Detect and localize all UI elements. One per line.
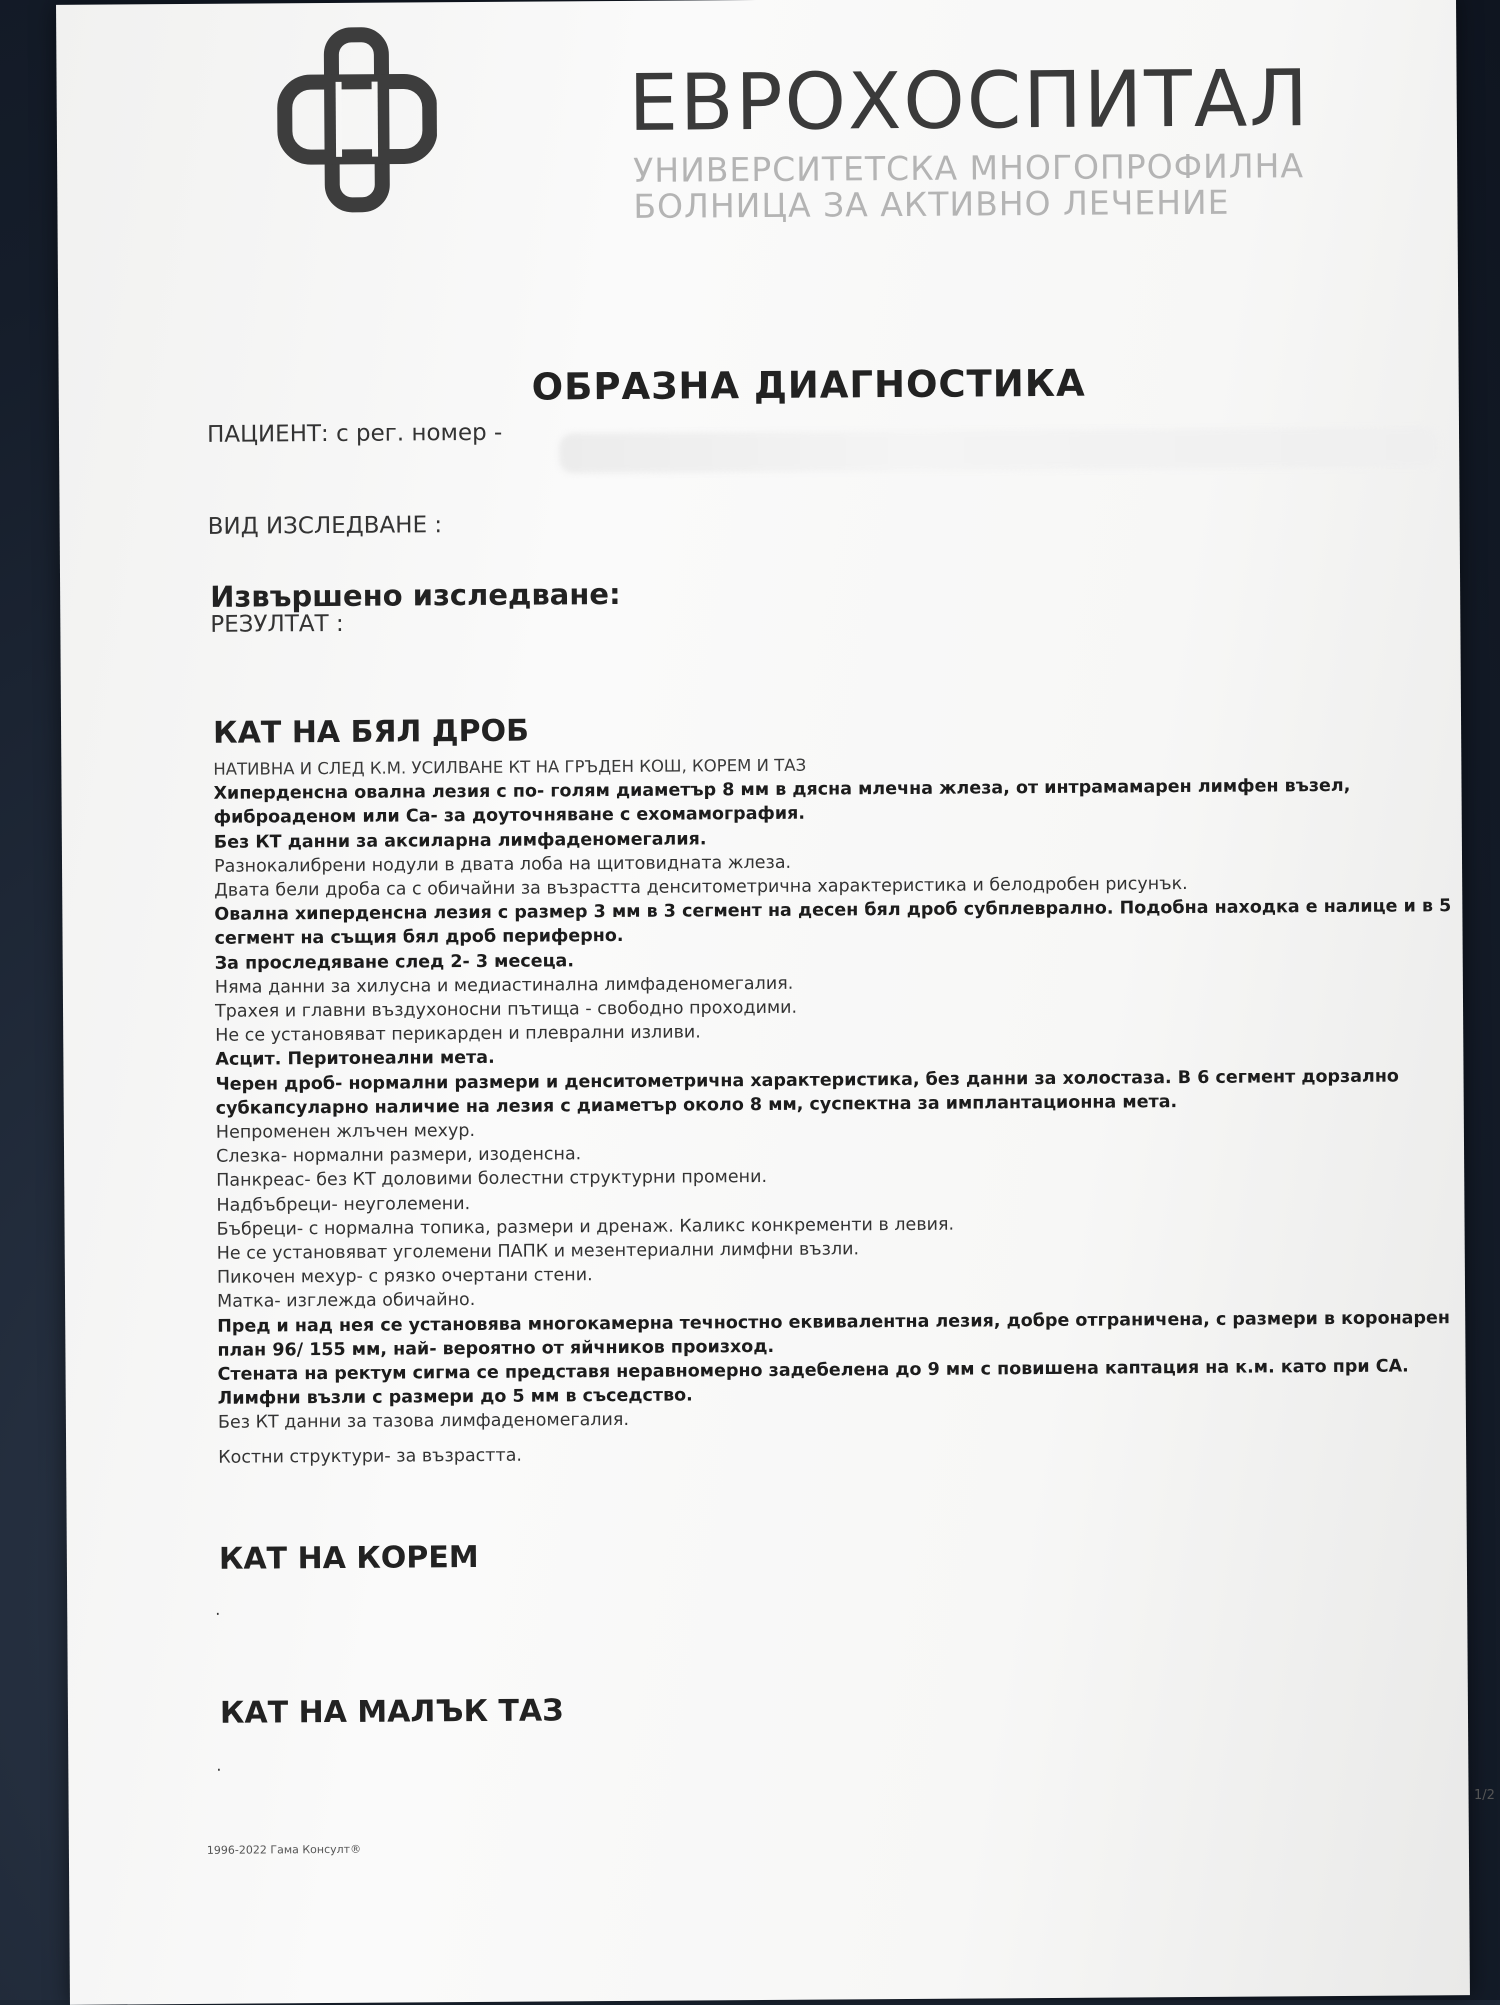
report-line: Лимфни възли с размери до 5 мм в съседство.: [217, 1385, 693, 1410]
report-line: Хиперденсна овална лезия с по- голям диаметър 8 мм в дясна млечна жлеза, от интрамамарен лимфен възел,: [213, 776, 1351, 805]
exam-kind-field: ВИД ИЗСЛЕДВАНЕ :: [207, 512, 443, 540]
report-line: Пикочен мехур- с рязко очертани стени.: [216, 1265, 593, 1289]
report-line: Овална хиперденсна лезия с размер 3 мм в 3 сегмент на десен бял дроб субплеврално. Подобна находка е налице и в 5: [214, 896, 1452, 926]
report-line: Без КТ данни за тазова лимфаденомегалия.: [217, 1410, 630, 1434]
report-line: Не се установяват уголемени ПАПК и мезентериални лимфни възли.: [216, 1239, 860, 1264]
brand-subtitle-line2: БОЛНИЦА ЗА АКТИВНО ЛЕЧЕНИЕ: [633, 182, 1230, 226]
report-line: Трахея и главни въздухоносни пътища - свободно проходими.: [214, 997, 798, 1022]
report-line: план 96/ 155 мм, най- вероятно от яйчников произход.: [217, 1336, 775, 1361]
section-pelvis-heading: КАТ НА МАЛЪК ТАЗ: [219, 1693, 564, 1731]
report-line: Няма данни за хилусна и медиастинална лимфаденомегалия.: [214, 973, 794, 998]
report-line: Слезка- нормални размери, изоденсна.: [215, 1144, 582, 1168]
report-line: Стената на ректум сигма се представя неравномерно задебелена до 9 мм с повишена каптация на к.м. като при СА.: [217, 1356, 1409, 1385]
report-body: [213, 749, 1498, 1470]
report-line: Пред и над нея се установява многокамерна течностно еквивалентна лезия, добре отграничена, с размери в коронарен: [217, 1307, 1451, 1337]
section-abdomen-heading: КАТ НА КОРЕМ: [218, 1539, 479, 1577]
report-line: сегмент на същия бял дроб периферно.: [214, 926, 624, 950]
brand-subtitle-line1: УНИВЕРСИТЕТСКА МНОГОПРОФИЛНА: [633, 146, 1305, 190]
patient-field: ПАЦИЕНТ: с рег. номер -: [206, 419, 503, 448]
report-line: субкапсуларно наличие на лезия с диаметър около 8 мм, суспектна за имплантационна мета.: [215, 1091, 1178, 1119]
report-line: Панкреас- без КТ доловими болестни структурни промени.: [216, 1167, 768, 1192]
report-line: НАТИВНА И СЛЕД К.М. УСИЛВАНЕ КТ НА ГРЪДЕН КОШ, КОРЕМ И ТАЗ: [213, 755, 807, 779]
redacted-area: [559, 427, 1439, 473]
report-line: Бъбреци- с нормална топика, размери и дренаж. Каликс конкременти в левия.: [216, 1214, 955, 1240]
report-line: Без КТ данни за аксиларна лимфаденомегалия.: [213, 828, 707, 853]
document-page: [56, 0, 1470, 2005]
page-number: 1/2: [1474, 1788, 1495, 1803]
software-footer: 1996-2022 Гама Консулт®: [206, 1842, 362, 1857]
report-line: Асцит. Перитонеални мета.: [215, 1048, 495, 1071]
pelvis-empty-marker: .: [216, 1755, 222, 1775]
report-line: Надбъбреци- неуголемени.: [216, 1193, 471, 1216]
report-line: Костни структури- за възрастта.: [218, 1445, 523, 1468]
brand-name: ЕВРОХОСПИТАЛ: [628, 54, 1311, 149]
abdomen-empty-marker: .: [215, 1599, 221, 1619]
report-line: Разнокалибрени нодули в двата лоба на щитовидната жлеза.: [213, 852, 792, 877]
report-line: Непроменен жлъчен мехур.: [215, 1121, 476, 1143]
report-line: фиброаденом или Са- за доуточняване с ехомамография.: [213, 804, 806, 829]
report-line: Двата бели дроба са с обичайни за възрастта денситометрична характеристика и белодробен рисунък.: [214, 874, 1188, 901]
report-line: Матка- изглежда обичайно.: [217, 1290, 476, 1313]
hospital-cross-logo-icon: [276, 26, 437, 217]
report-line: Черен дроб- нормални размери и денситометрична характеристика, без данни за холостаза. В 6 сегмент дорзално: [215, 1066, 1399, 1095]
report-line: За проследяване след 2- 3 месеца.: [214, 950, 575, 974]
report-line: Не се установяват перикарден и плеврални изливи.: [215, 1022, 701, 1047]
performed-exam-heading: Извършено изследване:: [210, 576, 621, 614]
section-chest-heading: КАТ НА БЯЛ ДРОБ: [212, 713, 530, 751]
document-title: ОБРАЗНА ДИАГНОСТИКА: [531, 361, 1086, 409]
result-label: РЕЗУЛТАТ :: [210, 610, 344, 638]
